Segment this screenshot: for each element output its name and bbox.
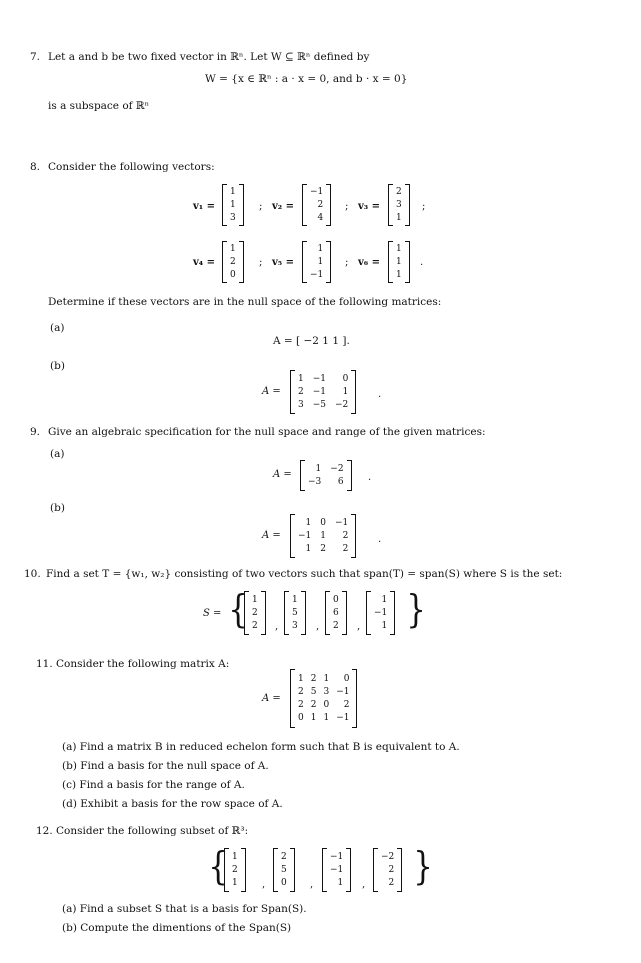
matrix-entry: −1 bbox=[336, 686, 350, 697]
comma: , bbox=[316, 621, 320, 632]
matrix-entry: −1 bbox=[310, 186, 324, 197]
matrix-entry: 2 bbox=[320, 543, 327, 554]
matrix-entry: 1 bbox=[305, 517, 312, 528]
matrix-entry: 0 bbox=[342, 373, 349, 384]
separator: ; bbox=[345, 257, 349, 268]
matrix-entry: −1 bbox=[330, 864, 344, 875]
matrix-entry: 2 bbox=[342, 530, 349, 541]
separator: ; bbox=[259, 257, 263, 268]
problem-10-s-lhs: S = bbox=[203, 608, 222, 619]
v3-label: v₃ = bbox=[358, 201, 381, 212]
matrix-entry: 2 bbox=[342, 543, 349, 554]
matrix-entry: 1 bbox=[317, 256, 324, 267]
problem-11d: (d) Exhibit a basis for the row space of A. bbox=[62, 798, 283, 810]
s-vector-3-entries bbox=[330, 591, 342, 635]
problem-11-number: 11. bbox=[36, 658, 53, 670]
matrix-entry: 1 bbox=[317, 243, 324, 254]
matrix-entry: 2 bbox=[333, 620, 339, 631]
v4-vector bbox=[222, 241, 244, 283]
matrix-entry: 1 bbox=[232, 877, 238, 888]
matrix-entry: 1 bbox=[315, 463, 322, 474]
s-vector-4 bbox=[366, 591, 395, 635]
matrix-entry: −1 bbox=[335, 517, 349, 528]
problem-8a-label: (a) bbox=[50, 322, 65, 334]
problem-11-lhs: A = bbox=[262, 693, 281, 704]
problem-11-matrix bbox=[290, 669, 357, 728]
matrix-entry: 1 bbox=[323, 673, 330, 684]
comma: , bbox=[310, 879, 314, 890]
problem-8b-lhs: A = bbox=[262, 386, 281, 397]
problem-9a-lhs: A = bbox=[273, 469, 292, 480]
matrix-entry: 1 bbox=[320, 530, 327, 541]
problem-12b: (b) Compute the dimentions of the Span(S) bbox=[62, 922, 292, 934]
comma: , bbox=[262, 879, 266, 890]
matrix-entry: 5 bbox=[281, 864, 287, 875]
matrix-entry: 5 bbox=[310, 686, 317, 697]
separator: ; bbox=[422, 201, 426, 212]
problem-8-number: 8. bbox=[30, 161, 41, 173]
matrix-entry: 1 bbox=[252, 594, 258, 605]
matrix-entry: 0 bbox=[298, 712, 304, 723]
problem-8a-matrix: A = [ −2 1 1 ]. bbox=[273, 335, 350, 347]
v2-label: v₂ = bbox=[272, 201, 295, 212]
matrix-entry: 2 bbox=[232, 864, 238, 875]
problem-12a: (a) Find a subset S that is a basis for Span(S). bbox=[62, 903, 307, 915]
matrix-entry: 1 bbox=[305, 543, 312, 554]
v1-entries bbox=[227, 184, 239, 226]
matrix-entry: 2 bbox=[396, 186, 402, 197]
problem-9b-lhs: A = bbox=[262, 530, 281, 541]
s-vector-2 bbox=[284, 591, 306, 635]
matrix-entry: 0 bbox=[320, 517, 327, 528]
v1-vector bbox=[222, 184, 244, 226]
matrix-entry: 2 bbox=[343, 699, 350, 710]
matrix-entry: 3 bbox=[396, 199, 402, 210]
v3-vector bbox=[388, 184, 410, 226]
period: . bbox=[368, 472, 372, 483]
right-brace: } bbox=[413, 844, 433, 888]
matrix-entry: −1 bbox=[336, 712, 350, 723]
problem-9b-matrix bbox=[290, 514, 356, 558]
matrix-entry: 2 bbox=[230, 256, 236, 267]
comma: , bbox=[275, 621, 279, 632]
subset-vector-3 bbox=[322, 848, 351, 892]
v2-entries bbox=[307, 184, 326, 226]
matrix-entry: 2 bbox=[298, 386, 304, 397]
left-brace: { bbox=[228, 587, 248, 631]
matrix-entry: 1 bbox=[230, 186, 236, 197]
matrix-entry: 1 bbox=[396, 256, 402, 267]
period: . bbox=[378, 389, 382, 400]
subset-vector-2 bbox=[273, 848, 295, 892]
problem-9-statement: Give an algebraic specification for the null space and range of the given matrices: bbox=[48, 426, 486, 438]
problem-7-number: 7. bbox=[30, 51, 41, 63]
v3-entries bbox=[393, 184, 405, 226]
problem-9b-label: (b) bbox=[50, 502, 65, 514]
subset-vector-4 bbox=[373, 848, 402, 892]
matrix-entry: 0 bbox=[281, 877, 287, 888]
matrix-entry: 5 bbox=[292, 607, 298, 618]
s-vector-3 bbox=[325, 591, 347, 635]
matrix-entry: 1 bbox=[292, 594, 298, 605]
right-brace: } bbox=[406, 587, 426, 631]
separator: ; bbox=[345, 201, 349, 212]
problem-8-question: Determine if these vectors are in the null space of the following matrices: bbox=[48, 296, 442, 308]
matrix-entry: 2 bbox=[298, 686, 304, 697]
period: . bbox=[420, 257, 424, 268]
matrix-entry: −1 bbox=[374, 607, 388, 618]
matrix-entry: 1 bbox=[381, 594, 388, 605]
matrix-entry: −1 bbox=[312, 373, 327, 384]
subset-vector-3-entries bbox=[327, 848, 346, 892]
matrix-entry: 1 bbox=[381, 620, 388, 631]
problem-7-statement: Let a and b be two fixed vector in ℝⁿ. Let W ⊆ ℝⁿ defined by bbox=[48, 51, 370, 63]
matrix-entry: 2 bbox=[388, 864, 395, 875]
s-vector-4-entries bbox=[371, 591, 390, 635]
matrix-entry: −5 bbox=[312, 399, 327, 410]
problem-9a-entries bbox=[305, 460, 347, 491]
matrix-entry: 1 bbox=[298, 673, 304, 684]
matrix-entry: 3 bbox=[298, 399, 304, 410]
problem-7-equation: W = {x ∈ ℝⁿ : a · x = 0, and b · x = 0} bbox=[205, 73, 408, 85]
matrix-entry: 4 bbox=[317, 212, 324, 223]
matrix-entry: 0 bbox=[323, 699, 330, 710]
problem-7-conclusion: is a subspace of ℝⁿ bbox=[48, 100, 150, 112]
matrix-entry: 2 bbox=[310, 699, 317, 710]
comma: , bbox=[362, 879, 366, 890]
s-vector-2-entries bbox=[289, 591, 301, 635]
period: . bbox=[378, 534, 382, 545]
matrix-entry: 1 bbox=[342, 386, 349, 397]
problem-8-statement: Consider the following vectors: bbox=[48, 161, 215, 173]
problem-11c: (c) Find a basis for the range of A. bbox=[62, 779, 245, 791]
matrix-entry: 2 bbox=[281, 851, 287, 862]
problem-10-statement: Find a set T = {w₁, w₂} consisting of two vectors such that span(T) = span(S) where S is the set: bbox=[46, 568, 563, 580]
matrix-entry: 0 bbox=[230, 269, 236, 280]
matrix-entry: 3 bbox=[292, 620, 298, 631]
v6-label: v₆ = bbox=[358, 257, 381, 268]
matrix-entry: −1 bbox=[310, 269, 324, 280]
separator: ; bbox=[259, 201, 263, 212]
problem-9a-matrix bbox=[300, 460, 352, 491]
matrix-entry: 1 bbox=[396, 212, 402, 223]
v4-entries bbox=[227, 241, 239, 283]
problem-11-entries bbox=[295, 669, 352, 728]
matrix-entry: 1 bbox=[337, 877, 344, 888]
matrix-entry: −1 bbox=[330, 851, 344, 862]
matrix-entry: 1 bbox=[230, 243, 236, 254]
v5-vector bbox=[302, 241, 331, 283]
subset-vector-4-entries bbox=[378, 848, 397, 892]
matrix-entry: −2 bbox=[381, 851, 395, 862]
matrix-entry: −2 bbox=[335, 399, 349, 410]
matrix-entry: −2 bbox=[330, 463, 344, 474]
matrix-entry: 1 bbox=[323, 712, 330, 723]
matrix-entry: 2 bbox=[310, 673, 317, 684]
subset-vector-1 bbox=[224, 848, 246, 892]
matrix-entry: 6 bbox=[337, 476, 344, 487]
problem-8b-matrix bbox=[290, 370, 356, 414]
comma: , bbox=[357, 621, 361, 632]
problem-11b: (b) Find a basis for the null space of A. bbox=[62, 760, 269, 772]
matrix-entry: 3 bbox=[230, 212, 236, 223]
matrix-entry: 1 bbox=[396, 243, 402, 254]
problem-9b-entries bbox=[295, 514, 351, 558]
v4-label: v₄ = bbox=[193, 257, 216, 268]
matrix-entry: −3 bbox=[308, 476, 322, 487]
v6-entries bbox=[393, 241, 405, 283]
subset-vector-1-entries bbox=[229, 848, 241, 892]
matrix-entry: 2 bbox=[317, 199, 324, 210]
subset-vector-2-entries bbox=[278, 848, 290, 892]
matrix-entry: 2 bbox=[298, 699, 304, 710]
v6-vector bbox=[388, 241, 410, 283]
s-vector-1-entries bbox=[249, 591, 261, 635]
matrix-entry: 1 bbox=[396, 269, 402, 280]
problem-9a-label: (a) bbox=[50, 448, 65, 460]
matrix-entry: 0 bbox=[333, 594, 339, 605]
problem-11-statement: Consider the following matrix A: bbox=[56, 658, 230, 670]
matrix-entry: 1 bbox=[310, 712, 317, 723]
problem-10-number: 10. bbox=[24, 568, 41, 580]
matrix-entry: 2 bbox=[388, 877, 395, 888]
matrix-entry: 2 bbox=[252, 620, 258, 631]
matrix-entry: 1 bbox=[232, 851, 238, 862]
v2-vector bbox=[302, 184, 331, 226]
v1-label: v₁ = bbox=[193, 201, 216, 212]
problem-8b-entries bbox=[295, 370, 351, 414]
matrix-entry: −1 bbox=[298, 530, 312, 541]
s-vector-1 bbox=[244, 591, 266, 635]
problem-9-number: 9. bbox=[30, 426, 41, 438]
problem-12-statement: Consider the following subset of ℝ³: bbox=[56, 825, 249, 837]
problem-11a: (a) Find a matrix B in reduced echelon form such that B is equivalent to A. bbox=[62, 741, 460, 753]
left-brace: { bbox=[208, 844, 228, 888]
v5-entries bbox=[307, 241, 326, 283]
matrix-entry: 1 bbox=[298, 373, 304, 384]
v5-label: v₅ = bbox=[272, 257, 295, 268]
matrix-entry: 3 bbox=[323, 686, 330, 697]
matrix-entry: 0 bbox=[343, 673, 350, 684]
problem-8b-label: (b) bbox=[50, 360, 65, 372]
matrix-entry: 6 bbox=[333, 607, 339, 618]
problem-12-number: 12. bbox=[36, 825, 53, 837]
matrix-entry: −1 bbox=[312, 386, 327, 397]
matrix-entry: 2 bbox=[252, 607, 258, 618]
matrix-entry: 1 bbox=[230, 199, 236, 210]
